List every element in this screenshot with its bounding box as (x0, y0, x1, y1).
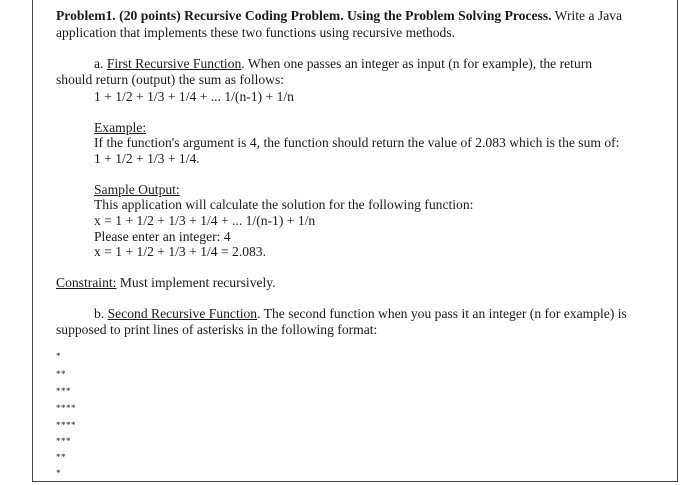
sample-output-line: x = 1 + 1/2 + 1/3 + 1/4 = 2.083. (94, 244, 267, 259)
asterisk-row: ** (56, 369, 66, 379)
asterisk-row: * (56, 468, 61, 478)
part-b-line2: supposed to print lines of asterisks in the following format: (56, 322, 378, 337)
constraint-label: Constraint: (56, 275, 117, 290)
constraint-text: Must implement recursively. (116, 275, 276, 290)
problem-title: Problem1. (20 points) Recursive Coding Problem. Using the Problem Solving Process. (56, 8, 552, 23)
asterisk-row: **** (56, 420, 76, 430)
example-line2: 1 + 1/2 + 1/3 + 1/4. (94, 151, 200, 166)
part-b-prefix: b. (94, 306, 108, 321)
part-a-prefix: a. (94, 56, 107, 71)
example-heading: Example: (94, 120, 147, 135)
asterisk-row: *** (56, 386, 71, 396)
problem-header-line1 (56, 7, 622, 24)
sample-output-line: This application will calculate the solution for the following function: (94, 197, 474, 212)
part-b-description: . The second function when you pass it an integer (n for example) is (257, 306, 627, 321)
asterisk-row: *** (56, 436, 71, 446)
constraint-line (56, 274, 276, 291)
problem-intro-line2: application that implements these two functions using recursive methods. (56, 25, 456, 40)
problem-intro: Write a Java (551, 8, 623, 23)
part-a-line1 (94, 55, 592, 72)
sample-output-heading: Sample Output: (94, 182, 180, 197)
sample-output-line: x = 1 + 1/2 + 1/3 + 1/4 + ... 1/(n-1) + 1/n (94, 213, 316, 228)
example-line1: If the function's argument is 4, the function should return the value of 2.083 which is the sum of: (94, 135, 620, 150)
part-b-heading: Second Recursive Function (107, 306, 258, 321)
part-a-line2: should return (output) the sum as follows: (56, 72, 285, 87)
asterisk-row: * (56, 351, 61, 361)
asterisk-row: ** (56, 452, 66, 462)
asterisk-row: **** (56, 403, 76, 413)
sample-output-line: Please enter an integer: 4 (94, 229, 231, 244)
part-b-line1 (94, 305, 627, 322)
part-a-description: . When one passes an integer as input (n for example), the return (241, 56, 593, 71)
part-a-formula: 1 + 1/2 + 1/3 + 1/4 + ... 1/(n-1) + 1/n (94, 89, 294, 104)
part-a-heading: First Recursive Function (106, 56, 242, 71)
